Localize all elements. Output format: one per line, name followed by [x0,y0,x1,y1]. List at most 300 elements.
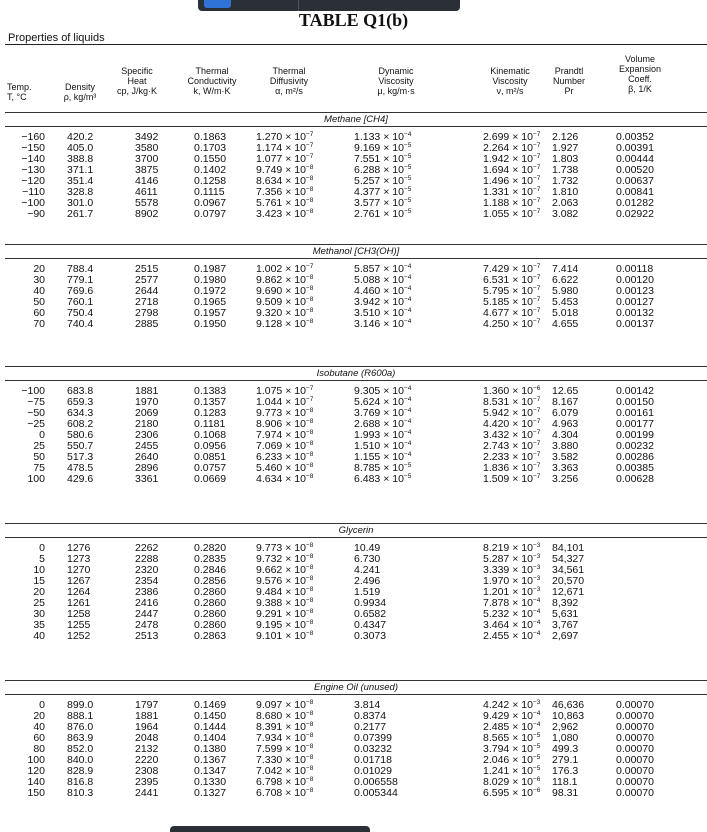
cell-kinematic-viscosity: $4.420 \times 10^{-7}$ [483,418,541,430]
cell-dynamic-viscosity: $1.155 \times 10^{-4}$ [354,451,412,463]
cell-prandtl-number: 10,863 [552,710,585,722]
cell-thermal-diffusivity: $1.077 \times 10^{-7}$ [256,153,314,165]
cell-temp: −110 [22,186,45,198]
cell-density: 899.0 [67,699,94,711]
cell-thermal-diffusivity: $1.174 \times 10^{-7}$ [256,142,314,154]
cell-temp: 10 [33,564,45,576]
cell-temp: 140 [27,776,45,788]
cell-thermal-diffusivity: $5.460 \times 10^{-8}$ [256,462,314,474]
cell-kinematic-viscosity: $2.046 \times 10^{-5}$ [483,754,541,766]
cell-specific-heat: 2447 [135,608,159,620]
cell-density: 816.8 [67,776,94,788]
section-rule [5,244,707,245]
section-rule [5,366,707,367]
cell-thermal-conductivity: 0.1980 [194,274,227,286]
cell-thermal-conductivity: 0.1469 [194,699,227,711]
cell-volume-expansion: 0.00628 [616,473,654,485]
cell-dynamic-viscosity: 0.005344 [354,787,398,799]
cell-dynamic-viscosity: 1.519 [354,586,381,598]
cell-prandtl-number: 1.738 [552,164,579,176]
cell-specific-heat: 2395 [135,776,159,788]
cell-specific-heat: 2885 [135,318,159,330]
section-title: Isobutane (R600a) [316,368,396,379]
cell-temp: 80 [33,743,45,755]
cell-thermal-diffusivity: $9.773 \times 10^{-8}$ [256,407,314,419]
cell-kinematic-viscosity: $5.942 \times 10^{-7}$ [483,407,541,419]
header-temp: Temp. T, °C [7,82,32,102]
header-rule [5,44,707,45]
cell-prandtl-number: 1.927 [552,142,579,154]
cell-volume-expansion: 0.00120 [616,274,654,286]
cell-volume-expansion: 0.00444 [616,153,654,165]
cell-density: 779.1 [67,274,94,286]
section-title: Methane [CH4] [324,114,388,125]
cell-thermal-diffusivity: $1.044 \times 10^{-7}$ [256,396,314,408]
cell-temp: 40 [33,285,45,297]
cell-temp: −160 [21,131,45,143]
cell-dynamic-viscosity: $3.769 \times 10^{-4}$ [354,407,412,419]
cell-temp: 35 [33,619,45,631]
cell-density: 1273 [67,553,91,565]
cell-specific-heat: 1881 [135,710,159,722]
cell-specific-heat: 2048 [135,732,159,744]
cell-volume-expansion: 0.00127 [616,296,654,308]
cell-volume-expansion: 0.00161 [616,407,654,419]
cell-kinematic-viscosity: $1.241 \times 10^{-5}$ [483,765,541,777]
cell-thermal-diffusivity: $9.101 \times 10^{-8}$ [256,630,314,642]
cell-density: 351.4 [67,175,94,187]
cell-temp: 40 [33,721,45,733]
cell-prandtl-number: 1.803 [552,153,579,165]
cell-thermal-conductivity: 0.1965 [194,296,227,308]
cell-thermal-conductivity: 0.0851 [194,451,227,463]
cell-prandtl-number: 3.582 [552,451,579,463]
cell-thermal-conductivity: 0.2863 [194,630,227,642]
cell-dynamic-viscosity: $4.377 \times 10^{-5}$ [354,186,412,198]
cell-dynamic-viscosity: 10.49 [354,542,381,554]
cell-dynamic-viscosity: $8.785 \times 10^{-5}$ [354,462,412,474]
cell-prandtl-number: 2.126 [552,131,579,143]
cell-volume-expansion: 0.00385 [616,462,654,474]
cell-thermal-diffusivity: $9.128 \times 10^{-8}$ [256,318,314,330]
header-dynamic-viscosity: Dynamic Viscosity μ, kg/m·s [377,66,415,96]
cell-temp: 40 [33,630,45,642]
cell-specific-heat: 2798 [135,307,159,319]
cell-temp: −25 [27,418,45,430]
cell-temp: 5 [39,553,45,565]
cell-prandtl-number: 3.363 [552,462,579,474]
cell-density: 1258 [67,608,91,620]
cell-specific-heat: 2354 [135,575,159,587]
cell-thermal-diffusivity: $9.484 \times 10^{-8}$ [256,586,314,598]
cell-prandtl-number: 12.65 [552,385,579,397]
header-prandtl-number: Prandtl Number Pr [552,66,585,96]
cell-volume-expansion: 0.00118 [616,263,654,275]
cell-kinematic-viscosity: $3.464 \times 10^{-4}$ [483,619,541,631]
cell-temp: 25 [33,440,45,452]
cell-volume-expansion: 0.00150 [616,396,654,408]
cell-prandtl-number: 5,631 [552,608,579,620]
cell-temp: 75 [33,462,45,474]
section-rule [5,112,707,113]
cell-thermal-diffusivity: $9.862 \times 10^{-8}$ [256,274,314,286]
cell-thermal-diffusivity: $1.270 \times 10^{-7}$ [256,131,314,143]
cell-thermal-diffusivity: $7.330 \times 10^{-8}$ [256,754,314,766]
cell-density: 863.9 [67,732,94,744]
section-rule [5,680,707,681]
cell-dynamic-viscosity: $6.483 \times 10^{-5}$ [354,473,412,485]
cell-density: 634.3 [67,407,94,419]
section-3 [5,523,707,663]
cell-dynamic-viscosity: 0.4347 [354,619,387,631]
cell-dynamic-viscosity: $1.993 \times 10^{-4}$ [354,429,412,441]
cell-dynamic-viscosity: $9.305 \times 10^{-4}$ [354,385,412,397]
cell-temp: 20 [33,263,45,275]
cell-dynamic-viscosity: 0.03232 [354,743,392,755]
cell-volume-expansion: 0.00177 [616,418,654,430]
cell-thermal-conductivity: 0.2860 [194,586,227,598]
cell-kinematic-viscosity: $3.432 \times 10^{-7}$ [483,429,541,441]
cell-thermal-diffusivity: $8.906 \times 10^{-8}$ [256,418,314,430]
cell-thermal-conductivity: 0.1450 [194,710,227,722]
cell-density: 301.0 [67,197,94,209]
cell-prandtl-number: 4.963 [552,418,579,430]
cell-thermal-conductivity: 0.1402 [194,164,227,176]
cell-specific-heat: 2220 [135,754,159,766]
cell-specific-heat: 2132 [135,743,159,755]
cell-specific-heat: 2320 [135,564,159,576]
cell-kinematic-viscosity: $9.429 \times 10^{-4}$ [483,710,541,722]
cell-temp: 60 [33,732,45,744]
cell-specific-heat: 3492 [135,131,159,143]
cell-thermal-conductivity: 0.1347 [194,765,227,777]
cell-dynamic-viscosity: 6.730 [354,553,381,565]
cell-thermal-diffusivity: $9.097 \times 10^{-8}$ [256,699,314,711]
cell-prandtl-number: 7.414 [552,263,579,275]
cell-dynamic-viscosity: $5.624 \times 10^{-4}$ [354,396,412,408]
cell-thermal-conductivity: 0.1703 [194,142,227,154]
cell-thermal-conductivity: 0.0967 [194,197,227,209]
section-rule [5,380,707,381]
cell-thermal-diffusivity: $9.195 \times 10^{-8}$ [256,619,314,631]
cell-density: 683.8 [67,385,94,397]
cell-volume-expansion: 0.00070 [616,754,654,766]
cell-volume-expansion: 0.00132 [616,307,654,319]
cell-specific-heat: 2441 [135,787,159,799]
cell-temp: −90 [27,208,45,220]
cell-prandtl-number: 12,671 [552,586,585,598]
cell-prandtl-number: 3.082 [552,208,579,220]
cell-volume-expansion: 0.00070 [616,699,654,711]
cell-volume-expansion: 0.00391 [616,142,654,154]
table-row [5,631,707,642]
cell-volume-expansion: 0.00286 [616,451,654,463]
cell-temp: −100 [21,197,45,209]
cell-specific-heat: 2306 [135,429,159,441]
toolbar-button[interactable] [204,0,231,8]
cell-density: 740.4 [67,318,94,330]
cell-kinematic-viscosity: $2.264 \times 10^{-7}$ [483,142,541,154]
cell-temp: 0 [39,429,45,441]
cell-kinematic-viscosity: $3.339 \times 10^{-3}$ [483,564,541,576]
cell-temp: 25 [33,597,45,609]
cell-kinematic-viscosity: $4.677 \times 10^{-7}$ [483,307,541,319]
table-row [5,319,707,330]
cell-kinematic-viscosity: $6.531 \times 10^{-7}$ [483,274,541,286]
cell-density: 888.1 [67,710,94,722]
cell-thermal-conductivity: 0.2860 [194,608,227,620]
table-caption: Properties of liquids [8,32,105,44]
cell-density: 429.6 [67,473,94,485]
table-row [5,474,707,485]
cell-thermal-conductivity: 0.1957 [194,307,227,319]
cell-thermal-conductivity: 0.1444 [194,721,227,733]
cell-kinematic-viscosity: $8.565 \times 10^{-5}$ [483,732,541,744]
cell-volume-expansion: 0.01282 [616,197,654,209]
cell-dynamic-viscosity: $5.257 \times 10^{-5}$ [354,175,412,187]
cell-density: 760.1 [67,296,94,308]
cell-specific-heat: 2478 [135,619,159,631]
header-thermal-diffusivity: Thermal Diffusivity α, m²/s [269,66,309,96]
cell-temp: −75 [27,396,45,408]
cell-thermal-diffusivity: $7.974 \times 10^{-8}$ [256,429,314,441]
cell-temp: 20 [33,586,45,598]
cell-temp: −50 [27,407,45,419]
cell-dynamic-viscosity: $6.288 \times 10^{-5}$ [354,164,412,176]
cell-prandtl-number: 4.304 [552,429,579,441]
cell-prandtl-number: 6.622 [552,274,579,286]
cell-volume-expansion: 0.00520 [616,164,654,176]
cell-prandtl-number: 4.655 [552,318,579,330]
cell-density: 828.9 [67,765,94,777]
cell-dynamic-viscosity: 0.9934 [354,597,387,609]
cell-density: 1267 [67,575,91,587]
cell-prandtl-number: 3,767 [552,619,579,631]
cell-prandtl-number: 5.018 [552,307,579,319]
cell-specific-heat: 1881 [135,385,159,397]
cell-specific-heat: 2416 [135,597,159,609]
cell-thermal-conductivity: 0.1181 [194,418,226,430]
cell-kinematic-viscosity: $2.743 \times 10^{-7}$ [483,440,541,452]
cell-temp: 15 [33,575,45,587]
cell-prandtl-number: 118.1 [552,776,578,788]
cell-volume-expansion: 0.00637 [616,175,654,187]
header-kinematic-viscosity: Kinematic Viscosity ν, m²/s [490,66,530,96]
cell-temp: 70 [33,318,45,330]
cell-temp: −100 [21,385,45,397]
cell-prandtl-number: 2,697 [552,630,579,642]
cell-density: 852.0 [67,743,94,755]
cell-density: 840.0 [67,754,94,766]
section-rule [5,523,707,524]
cell-thermal-diffusivity: $8.634 \times 10^{-8}$ [256,175,314,187]
cell-volume-expansion: 0.00070 [616,776,654,788]
cell-temp: −120 [21,175,45,187]
cell-prandtl-number: 3.256 [552,473,579,485]
cell-thermal-diffusivity: $7.042 \times 10^{-8}$ [256,765,314,777]
cell-volume-expansion: 0.00841 [616,186,654,198]
cell-temp: −130 [21,164,45,176]
cell-thermal-diffusivity: $9.732 \times 10^{-8}$ [256,553,314,565]
cell-kinematic-viscosity: $2.485 \times 10^{-4}$ [483,721,541,733]
cell-thermal-diffusivity: $6.708 \times 10^{-8}$ [256,787,314,799]
cell-specific-heat: 2513 [135,630,159,642]
cell-prandtl-number: 2,962 [552,721,579,733]
page-scrollbar[interactable] [170,826,370,832]
cell-specific-heat: 3361 [135,473,159,485]
cell-thermal-diffusivity: $9.320 \times 10^{-8}$ [256,307,314,319]
cell-density: 1276 [67,542,91,554]
cell-kinematic-viscosity: $5.795 \times 10^{-7}$ [483,285,541,297]
cell-specific-heat: 2644 [135,285,159,297]
cell-thermal-conductivity: 0.1950 [194,318,227,330]
cell-prandtl-number: 2.063 [552,197,579,209]
cell-thermal-diffusivity: $6.233 \times 10^{-8}$ [256,451,314,463]
cell-kinematic-viscosity: $8.219 \times 10^{-3}$ [483,542,541,554]
cell-volume-expansion: 0.00070 [616,787,654,799]
cell-specific-heat: 2515 [135,263,159,275]
table-row [5,209,707,220]
cell-thermal-diffusivity: $9.291 \times 10^{-8}$ [256,608,314,620]
cell-kinematic-viscosity: $8.029 \times 10^{-6}$ [483,776,541,788]
cell-temp: 100 [27,754,45,766]
cell-temp: 60 [33,307,45,319]
header-thermal-conductivity: Thermal Conductivity k, W/m·K [187,66,237,96]
cell-volume-expansion: 0.00070 [616,721,654,733]
cell-temp: −150 [21,142,45,154]
cell-thermal-diffusivity: $7.069 \times 10^{-8}$ [256,440,314,452]
cell-dynamic-viscosity: 4.241 [354,564,381,576]
cell-thermal-diffusivity: $3.423 \times 10^{-8}$ [256,208,314,220]
cell-specific-heat: 1797 [135,699,159,711]
cell-prandtl-number: 1,080 [552,732,579,744]
section-rule [5,258,707,259]
cell-density: 550.7 [67,440,94,452]
table-title: TABLE Q1(b) [298,10,409,30]
cell-thermal-conductivity: 0.2856 [194,575,227,587]
cell-dynamic-viscosity: 0.006558 [354,776,398,788]
cell-thermal-conductivity: 0.1367 [194,754,227,766]
cell-kinematic-viscosity: $1.360 \times 10^{-6}$ [483,385,541,397]
cell-kinematic-viscosity: $1.694 \times 10^{-7}$ [483,164,541,176]
cell-prandtl-number: 3.880 [552,440,579,452]
section-title: Glycerin [338,525,374,536]
cell-thermal-diffusivity: $7.356 \times 10^{-8}$ [256,186,314,198]
cell-prandtl-number: 1.732 [552,175,579,187]
section-rule [5,694,707,695]
cell-kinematic-viscosity: $4.242 \times 10^{-3}$ [483,699,541,711]
cell-prandtl-number: 5.980 [552,285,579,297]
cell-dynamic-viscosity: $1.510 \times 10^{-4}$ [354,440,412,452]
section-0 [5,112,707,252]
cell-specific-heat: 2640 [135,451,159,463]
cell-thermal-conductivity: 0.1972 [194,285,227,297]
cell-density: 750.4 [67,307,94,319]
cell-specific-heat: 2386 [135,586,159,598]
cell-thermal-conductivity: 0.1115 [194,186,225,198]
header-specific-heat: Specific Heat cp, J/kg·K [116,66,157,96]
cell-density: 788.4 [67,263,94,275]
cell-dynamic-viscosity: 2.496 [354,575,381,587]
cell-prandtl-number: 98.31 [552,787,579,799]
cell-specific-heat: 3875 [135,164,159,176]
cell-temp: 0 [39,699,45,711]
cell-density: 420.2 [67,131,94,143]
cell-dynamic-viscosity: 0.6582 [354,608,387,620]
cell-thermal-conductivity: 0.1383 [194,385,227,397]
cell-density: 388.8 [67,153,94,165]
cell-specific-heat: 2455 [135,440,159,452]
cell-thermal-conductivity: 0.2860 [194,619,227,631]
cell-thermal-diffusivity: $8.680 \times 10^{-8}$ [256,710,314,722]
cell-temp: 0 [39,542,45,554]
cell-dynamic-viscosity: 0.2177 [354,721,387,733]
table-row [5,788,707,799]
header-volume-expansion: Volume Expansion Coeff. β, 1/K [618,54,662,94]
cell-volume-expansion: 0.00123 [616,285,654,297]
cell-thermal-diffusivity: $7.599 \times 10^{-8}$ [256,743,314,755]
cell-prandtl-number: 20,570 [552,575,585,587]
cell-kinematic-viscosity: $1.201 \times 10^{-3}$ [483,586,541,598]
cell-density: 371.1 [67,164,94,176]
cell-dynamic-viscosity: 0.01718 [354,754,392,766]
cell-specific-heat: 2069 [135,407,159,419]
cell-density: 876.0 [67,721,94,733]
cell-dynamic-viscosity: $5.088 \times 10^{-4}$ [354,274,412,286]
cell-volume-expansion: 0.00352 [616,131,654,143]
cell-thermal-conductivity: 0.0956 [194,440,227,452]
cell-density: 810.3 [67,787,94,799]
cell-kinematic-viscosity: $2.699 \times 10^{-7}$ [483,131,541,143]
cell-kinematic-viscosity: $7.429 \times 10^{-7}$ [483,263,541,275]
cell-prandtl-number: 34,561 [552,564,585,576]
cell-thermal-conductivity: 0.1327 [194,787,227,799]
section-2 [5,366,707,506]
cell-kinematic-viscosity: $1.496 \times 10^{-7}$ [483,175,541,187]
cell-kinematic-viscosity: $2.233 \times 10^{-7}$ [483,451,541,463]
cell-density: 328.8 [67,186,94,198]
cell-thermal-diffusivity: $9.576 \times 10^{-8}$ [256,575,314,587]
cell-kinematic-viscosity: $1.331 \times 10^{-7}$ [483,186,541,198]
cell-dynamic-viscosity: $7.551 \times 10^{-5}$ [354,153,412,165]
cell-thermal-conductivity: 0.1987 [194,263,227,275]
cell-prandtl-number: 499.3 [552,743,579,755]
cell-volume-expansion: 0.00142 [616,385,654,397]
cell-kinematic-viscosity: $3.794 \times 10^{-5}$ [483,743,541,755]
cell-thermal-conductivity: 0.1283 [194,407,227,419]
cell-specific-heat: 3700 [135,153,159,165]
cell-dynamic-viscosity: 3.814 [354,699,381,711]
cell-specific-heat: 2577 [135,274,159,286]
cell-temp: 50 [33,296,45,308]
cell-thermal-diffusivity: $1.002 \times 10^{-7}$ [256,263,314,275]
cell-prandtl-number: 8.167 [552,396,579,408]
cell-thermal-conductivity: 0.0797 [194,208,227,220]
cell-kinematic-viscosity: $1.836 \times 10^{-7}$ [483,462,541,474]
cell-thermal-diffusivity: $9.509 \times 10^{-8}$ [256,296,314,308]
cell-thermal-diffusivity: $9.690 \times 10^{-8}$ [256,285,314,297]
cell-thermal-conductivity: 0.0757 [194,462,227,474]
cell-density: 517.3 [67,451,94,463]
section-4 [5,680,707,820]
cell-thermal-diffusivity: $8.391 \times 10^{-8}$ [256,721,314,733]
cell-volume-expansion: 0.00070 [616,732,654,744]
cell-specific-heat: 2180 [135,418,159,430]
cell-dynamic-viscosity: $4.460 \times 10^{-4}$ [354,285,412,297]
section-rule [5,537,707,538]
cell-thermal-conductivity: 0.1258 [194,175,227,187]
cell-thermal-conductivity: 0.2846 [194,564,227,576]
